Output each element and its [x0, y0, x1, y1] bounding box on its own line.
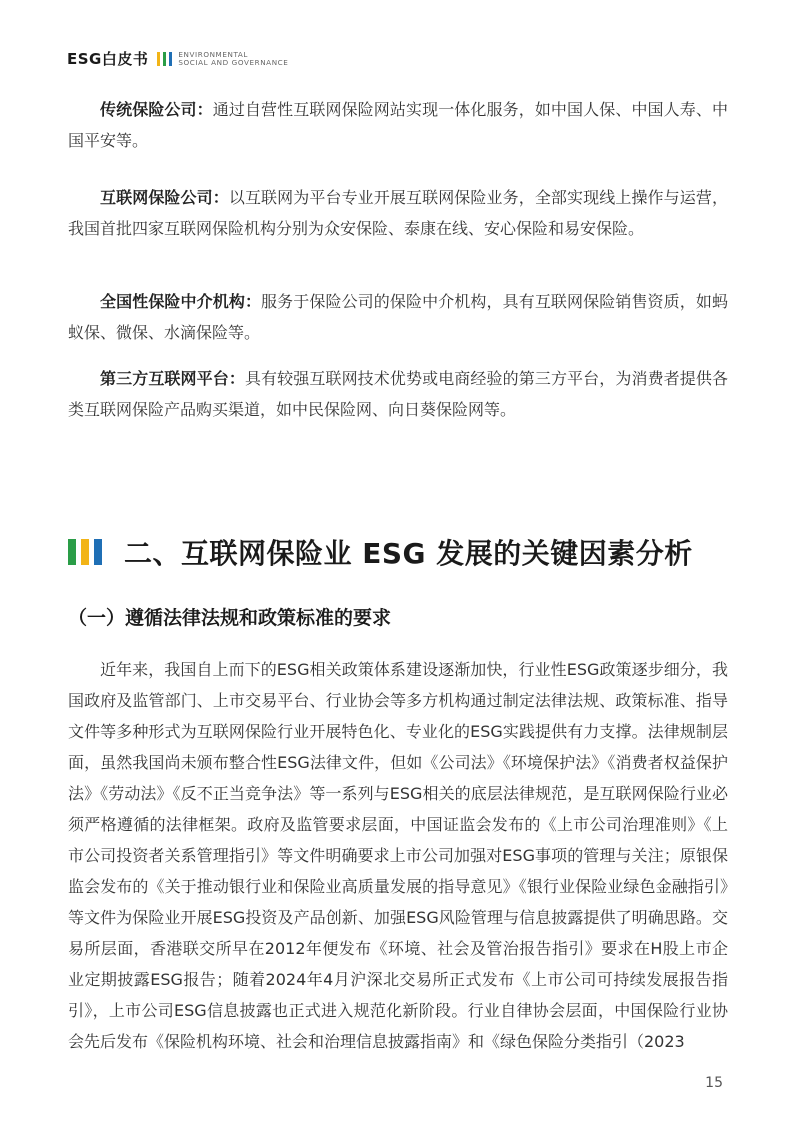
- brand-title: ESG白皮书: [67, 50, 149, 68]
- header-bar-yellow: [157, 52, 160, 66]
- page-header: [67, 48, 288, 69]
- subsection-title: （一）遵循法律法规和政策标准的要求: [68, 607, 392, 629]
- body-paragraph: 近年来，我国自上而下的ESG相关政策体系建设逐渐加快，行业性ESG政策逐步细分，我国政府及监管部门、上市交易平台、行业协会等多方机构通过制定法律法规、政策标准、指导文件等多种形式为互联网保险行业开展特色化、专业化的ESG实践提供有力支撑。法律规制层面，虽然我国尚未颁布整合性ESG法律文件，但如《公司法》《环境保护法》《消费者权益保护法》《劳动法》《反不正当竞争法》等一系列与ESG相关的底层法律规范，是互联网保险行业必须严格遵循的法律框架。政府及监管要求层面，中国证监会发布的《上市公司治理准则》《上市公司投资者关系管理指引》等文件明确要求上市公司加强对ESG事项的管理与关注；原银保监会发布的《关于推动银行业和保险业高质量发展的指导意见》《银行业保险业绿色金融指引》等文件为保险业开展ESG投资及产品创新、加强ESG风险管理与信息披露提供了明确思路。交易所层面，香港联交所早在2012年便发布《环境、社会及管治报告指引》要求在H股上市企业定期披露ESG报告；随着2024年4月沪深北交易所正式发布《上市公司可持续发展报告指引》，上市公司ESG信息披露也正式进入规范化新阶段。行业自律协会层面，中国保险行业协会先后发布《保险机构环境、社会和治理信息披露指南》和《绿色保险分类指引（2023: [68, 660, 728, 1051]
- section-bar-green: [68, 539, 76, 565]
- term-description: 服务于保险公司的保险中介机构，具有互联网保险销售资质，如蚂蚁保、微保、水滴保险等。: [68, 292, 728, 342]
- paragraph-traditional-insurers: [68, 94, 728, 156]
- paragraph-third-party-platforms: [68, 363, 728, 425]
- term-label: 第三方互联网平台：: [100, 369, 245, 388]
- term-label: 全国性保险中介机构：: [100, 292, 262, 311]
- term-description: 以互联网为平台专业开展互联网保险业务，全部实现线上操作与运营，我国首批四家互联网保险机构分别为众安保险、泰康在线、安心保险和易安保险。: [68, 188, 728, 238]
- term-label: 互联网保险公司：: [100, 188, 229, 207]
- header-subtitle: [178, 51, 288, 67]
- paragraph-intermediaries: [68, 286, 728, 348]
- header-bar-green: [163, 52, 166, 66]
- section-heading: [68, 532, 693, 572]
- section-bar-blue: [94, 539, 102, 565]
- term-label: 传统保险公司：: [100, 100, 213, 119]
- paragraph-internet-insurers: [68, 182, 728, 244]
- section-color-bars: [68, 539, 102, 565]
- header-bar-blue: [169, 52, 172, 66]
- term-description: 通过自营性互联网保险网站实现一体化服务，如中国人保、中国人寿、中国平安等。: [68, 100, 728, 150]
- page-number: 15: [705, 1075, 723, 1091]
- header-subtitle-line2: SOCIAL AND GOVERNANCE: [178, 57, 289, 67]
- header-color-bars: [157, 51, 172, 67]
- term-description: 具有较强互联网技术优势或电商经验的第三方平台，为消费者提供各类互联网保险产品购买渠道，如中民保险网、向日葵保险网等。: [68, 369, 728, 419]
- section-title: 二、互联网保险业 ESG 发展的关键因素分析: [124, 537, 693, 570]
- section-bar-yellow: [81, 539, 89, 565]
- header-subtitle-line1: ENVIRONMENTAL: [178, 49, 249, 59]
